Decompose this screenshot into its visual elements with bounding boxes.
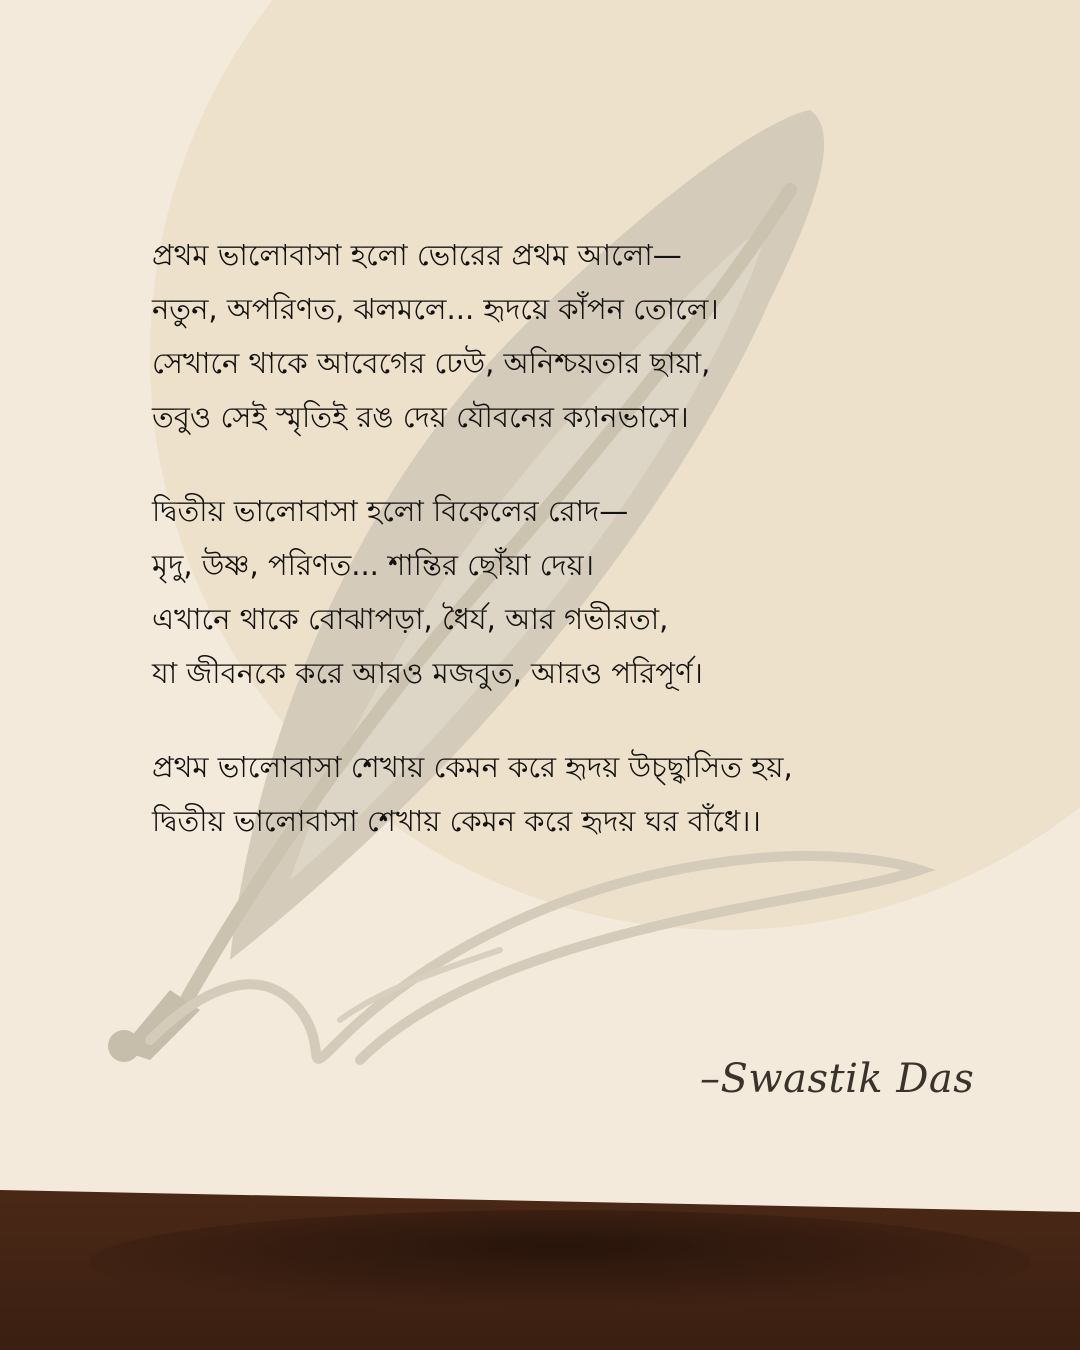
poem-line: নতুন, অপরিণত, ঝলমলে... হৃদয়ে কাঁপন তোলে। xyxy=(152,292,719,326)
poem-line: মৃদু, উষ্ণ, পরিণত... শান্তির ছোঁয়া দেয়। xyxy=(152,548,595,582)
poem-line: তবুও সেই স্মৃতিই রঙ দেয় যৌবনের ক্যানভাসে। xyxy=(152,400,689,434)
poem-line: দ্বিতীয় ভালোবাসা হলো বিকেলের রোদ— xyxy=(152,494,629,528)
poem-line: প্রথম ভালোবাসা শেখায় কেমন করে হৃদয় উচ্ছ্বাসিত হয়, xyxy=(152,750,793,784)
poem-line: প্রথম ভালোবাসা হলো ভোরের প্রথম আলো— xyxy=(152,238,682,272)
poem-line: এখানে থাকে বোঝাপড়া, ধৈর্য, আর গভীরতা, xyxy=(152,602,669,636)
poem-line: যা জীবনকে করে আরও মজবুত, আরও পরিপূর্ণ। xyxy=(152,656,703,690)
poem-line: দ্বিতীয় ভালোবাসা শেখায় কেমন করে হৃদয় ঘর বাঁধে।। xyxy=(152,804,761,838)
author-signature: –Swastik Das xyxy=(700,1056,975,1102)
poem-line: সেখানে থাকে আবেগের ঢেউ, অনিশ্চয়তার ছায়া, xyxy=(152,346,711,380)
